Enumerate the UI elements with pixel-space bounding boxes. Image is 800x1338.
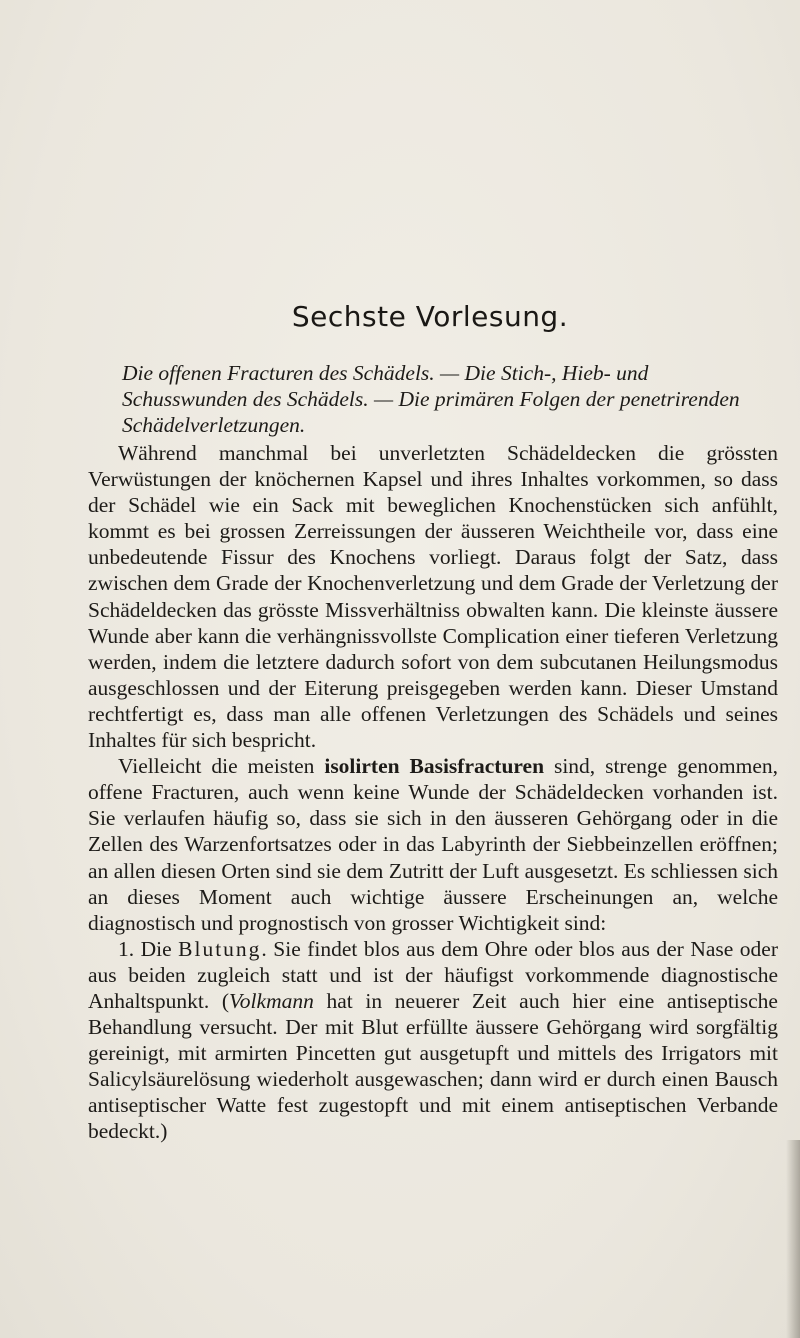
body-text: [88, 440, 778, 1145]
paragraph-3: [88, 936, 778, 1145]
paragraph-3-start: . Sie findet blos aus dem Ohre oder blos aus der Nase oder aus beiden zugleich statt und ist der häufigst vorkommende diagnostische Anhaltspunkt. (: [88, 936, 778, 1013]
paragraph-2-rest: sind, strenge genommen, offene Fracturen, auch wenn keine Wunde der Schädeldecken vorhanden ist. Sie verlaufen häufig so, dass sie sich in den äusseren Gehörgang oder in die Zellen des Warzenfortsatzes oder in das Labyrinth der Siebbeinzellen eröffnen; an allen diesen Orten sind sie dem Zutritt der Luft ausgesetzt. Es schliessen sich an dieses Moment auch wichtige äussere Erscheinungen an, welche diagnostisch und prognostisch von grosser Wichtigkeit sind:: [88, 754, 778, 935]
bold-term: isolirten Basisfracturen: [324, 754, 545, 779]
list-number: 1. Die: [118, 936, 179, 961]
paragraph-1: Während manchmal bei unverletzten Schädeldecken die grössten Verwüstungen der knöchernen Kapsel und ihres Inhaltes vorkommen, so dass der Schädel wie ein Sack mit beweglichen Knochenstücken sich anfühlt, kommt es bei grossen Zerreissungen der äusseren Weichtheile vor, dass eine unbedeutende Fissur des Knochens vorliegt. Daraus folgt der Satz, dass zwischen dem Grade der Knochenverletzung und dem Grade der Verletzung der Schädeldecken das grösste Missverhältniss obwalten kann. Die kleinste äussere Wunde aber kann die verhängnissvollste Complication einer tieferen Verletzung werden, indem die letztere dadurch sofort von dem subcutanen Heilungsmodus ausgeschlossen und der Eiterung preisgegeben werden kann. Dieser Umstand rechtfertigt es, dass man alle offenen Verletzungen des Schädels und seines Inhaltes für sich bespricht.: [88, 441, 778, 753]
paragraph-3-rest: hat in neuerer Zeit auch hier eine antiseptische Behandlung versucht. Der mit Blut erfüllte äussere Gehörgang wird sorgfältig gereinigt, mit armirten Pincetten gut ausgetupft und mittels des Irrigators mit Salicylsäurelösung wiederholt ausgewaschen; dann wird er durch einen Bausch antiseptischer Watte fest zugestopft und mit einem antiseptischen Verbande bedeckt.): [88, 988, 778, 1144]
page-edge-shadow: [786, 1140, 800, 1338]
italic-name: Volkmann: [229, 988, 314, 1013]
paragraph-2: [88, 753, 778, 936]
chapter-heading: Sechste Vorlesung.: [291, 300, 569, 333]
paragraph-2-start: Vielleicht die meisten: [118, 754, 325, 779]
spaced-term: Blutung: [178, 936, 262, 961]
chapter-summary: Die offenen Fracturen des Schädels. — Die Stich-, Hieb- und Schusswunden des Schädels. — Die primären Folgen der penetrirenden Schädelverletzungen.: [122, 361, 740, 437]
